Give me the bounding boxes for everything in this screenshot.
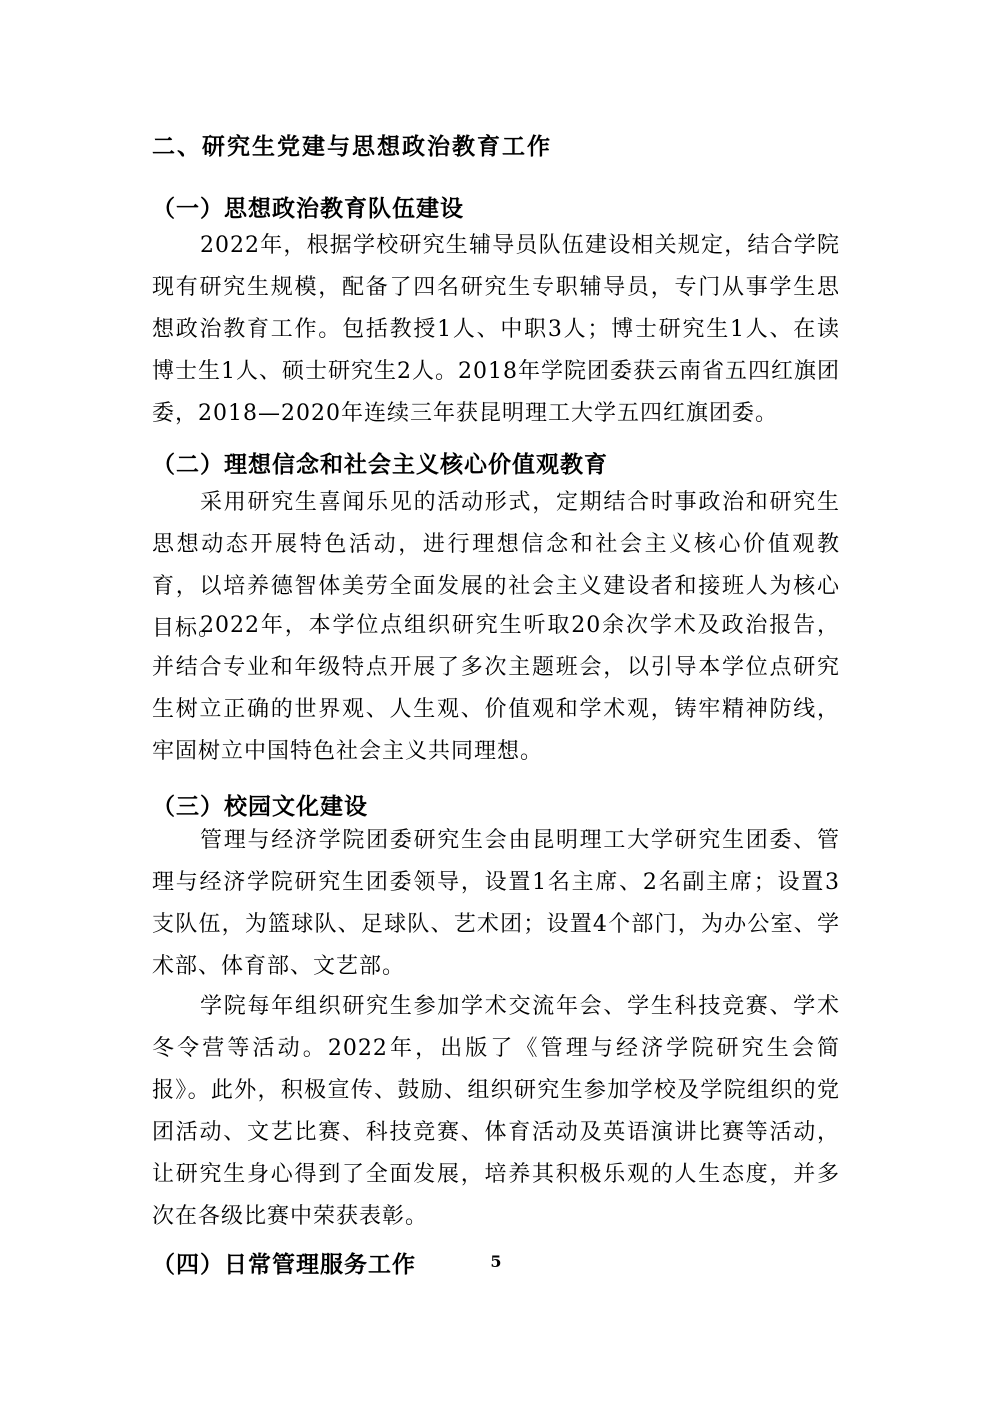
paragraph-2-1: 采用研究生喜闻乐见的活动形式，定期结合时事政治和研究生思想动态开展特色活动，进行理想信念和社会主义核心价值观教育，以培养德智体美劳全面发展的社会主义建设者和接班人为核心目标。 [152, 490, 840, 641]
subsection-heading-3: （三）校园文化建设 [152, 793, 368, 820]
paragraph-3-2: 学院每年组织研究生参加学术交流年会、学生科技竞赛、学术冬令营等活动。2022年，出版了《管理与经济学院研究生会简报》。此外，积极宣传、鼓励、组织研究生参加学校及学院组织的党团活动、文艺比赛、科技竞赛、体育活动及英语演讲比赛等活动，让研究生身心得到了全面发展，培养其积极乐观的人生态度，并多次在各级比赛中荣获表彰。 [152, 994, 840, 1229]
page-number: 5 [490, 1252, 502, 1271]
paragraph-3-1: 管理与经济学院团委研究生会由昆明理工大学研究生团委、管理与经济学院研究生团委领导，设置1名主席、2名副主席；设置3支队伍，为篮球队、足球队、艺术团；设置4个部门，为办公室、学术部、体育部、文艺部。 [152, 828, 840, 979]
subsection-heading-4: （四）日常管理服务工作 [152, 1251, 416, 1278]
section-title: 二、研究生党建与思想政治教育工作 [152, 133, 552, 160]
paragraph-1-1: 2022年，根据学校研究生辅导员队伍建设相关规定，结合学院现有研究生规模，配备了四名研究生专职辅导员，专门从事学生思想政治教育工作。包括教授1人、中职3人；博士研究生1人、在读博士生1人、硕士研究生2人。2018年学院团委获云南省五四红旗团委，2018—2020年连续三年获昆明理工大学五四红旗团委。 [152, 233, 840, 426]
subsection-heading-1: （一）思想政治教育队伍建设 [152, 195, 464, 222]
paragraph-2-2: 2022年，本学位点组织研究生听取20余次学术及政治报告，并结合专业和年级特点开展了多次主题班会，以引导本学位点研究生树立正确的世界观、人生观、价值观和学术观，铸牢精神防线，牢固树立中国特色社会主义共同理想。 [152, 613, 840, 764]
subsection-heading-2: （二）理想信念和社会主义核心价值观教育 [152, 451, 608, 478]
